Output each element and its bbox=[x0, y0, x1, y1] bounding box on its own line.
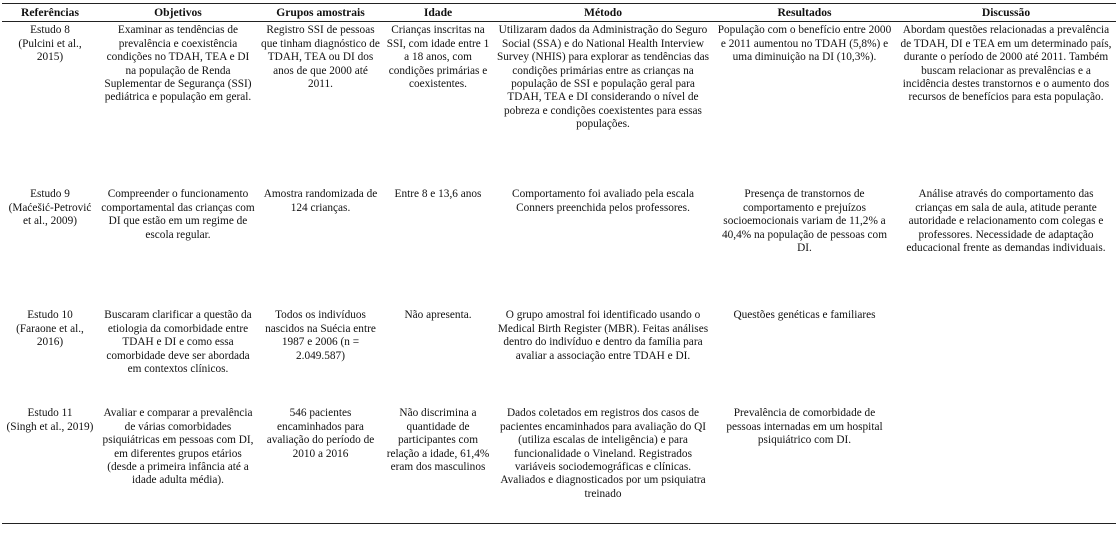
study-label: Estudo 8 bbox=[30, 24, 70, 37]
cell-objetivos: Examinar as tendências de prevalência e coexistência condições no TDAH, TEA e DI na população de Renda Suplementar de Segurança (SSI) pediátrica e população em geral. bbox=[104, 24, 252, 104]
cell-discussao: Abordam questões relacionadas a prevalência de TDAH, DI e TEA em um determinado país, durante o período de 2000 até 2011. Também buscam relacionar as prevalências e a incidência destes transtornos e o aumento dos recursos de benefícios para esta população. bbox=[900, 24, 1112, 104]
header-resultados: Resultados bbox=[713, 4, 896, 22]
cell-objetivos: Compreender o funcionamento comportamental das crianças com DI que estão em um regime de escola regular. bbox=[101, 188, 255, 241]
header-metodo: Método bbox=[493, 4, 713, 22]
cell-referencia bbox=[2, 307, 98, 405]
cell-metodo: Utilizaram dados da Administração do Seguro Social (SSA) e do National Health Interview Survey (NHIS) para explorar as tendências das condições primárias entre as crianças na população de SSI e população geral para TDAH, TEA e DI considerando o nível de pobreza e condições coexistentes para essas populações. bbox=[496, 24, 710, 131]
study-label: Estudo 10 bbox=[27, 309, 73, 322]
cell-referencia bbox=[2, 405, 98, 524]
cell-discussao: Análise através do comportamento das crianças em sala de aula, atitude perante autoridade e relacionamento com colegas e professores. Necessidade de adaptação educacional frente as demandas individuais. bbox=[906, 188, 1106, 255]
study-citation: (Faraone et al., 2016) bbox=[16, 322, 84, 349]
header-discussao: Discussão bbox=[896, 4, 1116, 22]
cell-grupos: 546 pacientes encaminhados para avaliação do período de 2010 a 2016 bbox=[258, 405, 383, 524]
cell-referencia bbox=[2, 187, 98, 307]
table-row bbox=[2, 307, 1116, 405]
cell-idade: Crianças inscritas na SSI, com idade entre 1 a 18 anos, com condições primárias e coexistentes. bbox=[386, 24, 490, 91]
cell-idade: Entre 8 e 13,6 anos bbox=[394, 188, 482, 201]
study-label: Estudo 9 bbox=[30, 188, 70, 201]
study-citation: (Maćešić-Petrović et al., 2009) bbox=[8, 201, 92, 228]
cell-resultados: Prevalência de comorbidade de pessoas internadas em um hospital psiquiátrico com DI. bbox=[713, 405, 896, 524]
cell-metodo: O grupo amostral foi identificado usando o Medical Birth Register (MBR). Feitas análises dentro do indivíduo e dentro da família para avaliar a associação entre TDAH e DI. bbox=[497, 309, 709, 362]
header-row bbox=[2, 4, 1116, 22]
cell-idade: Não discrimina a quantidade de participantes com relação a idade, 61,4% eram dos masculinos bbox=[383, 405, 493, 524]
cell-objetivos: Avaliar e comparar a prevalência de várias comorbidades psiquiátricas em pessoas com DI, em diferentes grupos etários (desde a primeira infância até a idade adulta média). bbox=[98, 405, 258, 524]
cell-grupos: Todos os indivíduos nascidos na Suécia entre 1987 e 2006 (n = 2.049.587) bbox=[265, 309, 376, 362]
header-grupos-amostrais: Grupos amostrais bbox=[258, 4, 383, 22]
cell-discussao bbox=[896, 307, 1116, 405]
table-row bbox=[2, 187, 1116, 307]
studies-table bbox=[2, 3, 1116, 524]
header-idade: Idade bbox=[383, 4, 493, 22]
cell-grupos: Amostra randomizada de 124 crianças. bbox=[263, 188, 378, 214]
cell-resultados: Questões genéticas e familiares bbox=[733, 309, 876, 322]
cell-discussao bbox=[896, 405, 1116, 524]
table-row bbox=[2, 22, 1116, 188]
cell-idade: Não apresenta. bbox=[404, 309, 472, 322]
cell-objetivos: Buscaram clarificar a questão da etiologia da comorbidade entre TDAH e DI e como essa comorbidade deve ser abordada em contextos clínicos. bbox=[104, 309, 252, 376]
study-citation: (Pulcini et al., 2015) bbox=[18, 37, 82, 64]
header-objetivos: Objetivos bbox=[98, 4, 258, 22]
table-row bbox=[2, 405, 1116, 524]
cell-resultados: Presença de transtornos de comportamento e prejuízos socioemocionais variam de 11,2% a 40,4% na população de pessoas com DI. bbox=[721, 188, 887, 255]
cell-referencia bbox=[2, 22, 98, 188]
cell-metodo: Dados coletados em registros dos casos de pacientes encaminhados para avaliação do QI (utiliza escalas de inteligência) e para funcionalidade o Vineland. Registrados variáveis sociodemográficas e clínicas. Avaliados e diagnosticados por um psiquiatra treinado bbox=[493, 405, 713, 524]
study-citation: (Singh et al., 2019) bbox=[6, 420, 94, 433]
study-label: Estudo 11 bbox=[27, 407, 73, 420]
cell-metodo: Comportamento foi avaliado pela escala Conners preenchida pelos professores. bbox=[512, 188, 694, 214]
cell-grupos: Registro SSI de pessoas que tinham diagnóstico de TDAH, TEA ou DI dos anos de que 2000 até 2011. bbox=[261, 24, 380, 91]
cell-resultados: População com o benefício entre 2000 e 2011 aumentou no TDAH (5,8%) e uma diminuição na DI (10,3%). bbox=[717, 24, 892, 64]
header-referencias: Referências bbox=[2, 4, 98, 22]
